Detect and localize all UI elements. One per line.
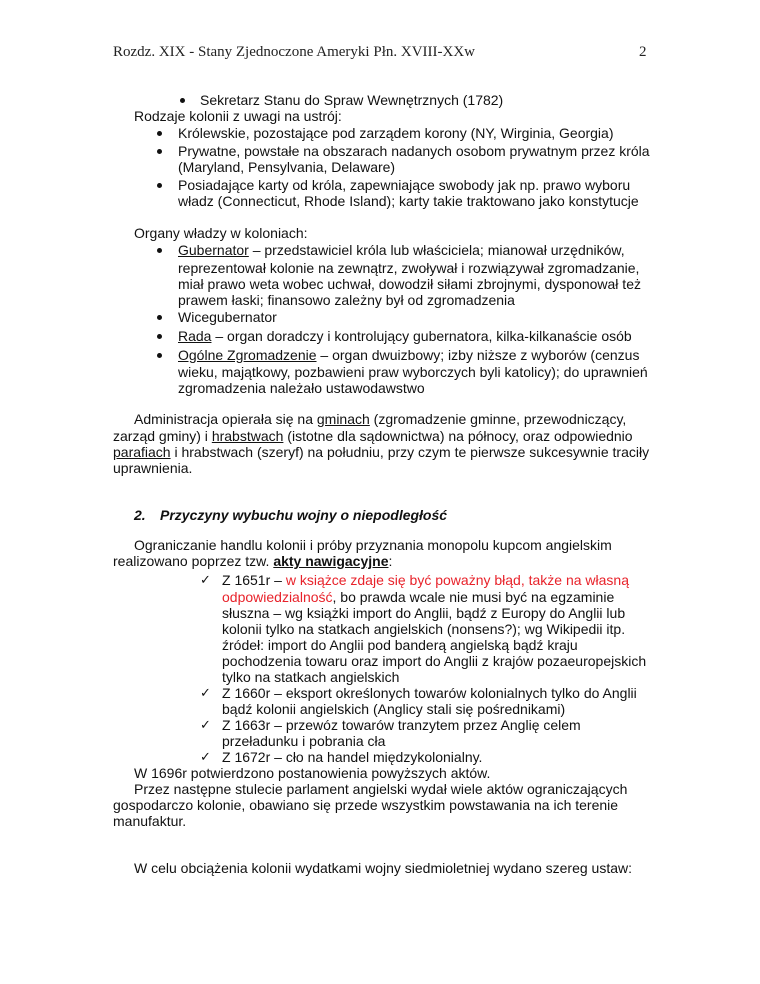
admin-line: uprawnienia. — [113, 460, 193, 476]
bullet-icon — [157, 183, 162, 188]
list-item-cont: zgromadzenia należało ustawodawstwo — [178, 380, 425, 396]
term: hrabstwach — [211, 428, 284, 444]
term: parafiach — [113, 444, 171, 460]
list-item-1651 — [222, 572, 629, 588]
list-item-cont: (Maryland, Pensylvania, Delaware) — [178, 159, 396, 175]
term: Rada — [178, 328, 212, 344]
list-item-cont: wieku, majątkowy, pozbawieni praw wyborczych byli katolicy); do uprawnień — [178, 364, 648, 380]
page-header-title: Rozdz. XIX - Stany Zjednoczone Ameryki Płn. XVIII-XXw — [113, 44, 475, 60]
list-item-zgromadzenie — [178, 347, 639, 363]
text: realizowano poprzez tzw. — [113, 553, 274, 569]
list-item-cont: prawem łaski; finansowo zależny był od zgromadzenia — [178, 292, 515, 308]
organs-intro: Organy władzy w koloniach: — [134, 225, 308, 241]
section-heading: Przyczyny wybuchu wojny o niepodległość — [160, 507, 448, 523]
list-item-cont: reprezentował kolonie na zewnątrz, zwoływał i rozwiązywał zgromadzanie, — [178, 260, 640, 276]
checkmark-icon: ✓ — [200, 717, 211, 732]
term: gminach — [316, 411, 370, 427]
text: Administracja opierała się na — [134, 411, 317, 427]
list-item: Sekretarz Stanu do Spraw Wewnętrznych (1782) — [200, 92, 504, 108]
bullet-icon — [157, 353, 162, 358]
paragraph-line: manufaktur. — [113, 813, 187, 829]
list-item: Wicegubernator — [178, 309, 277, 325]
text: : — [388, 553, 393, 569]
text: zarząd gminy) i — [113, 428, 212, 444]
text: Z 1651r – — [222, 572, 286, 588]
text: (zgromadzenie gminne, przewodniczący, — [369, 411, 627, 427]
list-item-1672: Z 1672r – cło na handel międzykolonialny. — [222, 749, 483, 765]
text: , bo prawda wcale nie musi być na egzaminie — [332, 589, 615, 605]
term: Gubernator — [178, 242, 249, 258]
checkmark-icon: ✓ — [200, 572, 211, 587]
list-item-cont: bądź kolonii angielskich (Anglicy stali się pośrednikami) — [222, 701, 566, 717]
admin-line — [113, 428, 633, 444]
paragraph-celu: W celu obciążenia kolonii wydatkami wojny siedmioletniej wydano szereg ustaw: — [134, 860, 633, 876]
checkmark-icon: ✓ — [200, 685, 211, 700]
text: – organ doradczy i kontrolujący gubernatora, kilka-kilkanaście osób — [211, 328, 632, 344]
text: i hrabstwach (szeryf) na południu, przy czym te pierwsze sukcesywnie traciły — [170, 444, 650, 460]
list-item-cont: miał prawo weta wobec uchwał, dowodził siłami zbrojnymi, dysponował też — [178, 276, 641, 292]
list-item-cont: pochodzenia towaru oraz import do Anglii z krajów pozaeuropejskich — [222, 653, 647, 669]
list-item-gubernator — [178, 242, 625, 258]
kinds-intro: Rodzaje kolonii z uwagi na ustrój: — [134, 108, 342, 124]
bullet-icon — [157, 315, 162, 320]
list-item: Posiadające karty od króla, zapewniające swobody jak np. prawo wyboru — [178, 177, 631, 193]
bullet-icon — [180, 98, 185, 103]
list-item-rada — [178, 328, 632, 344]
list-item-1660: Z 1660r – eksport określonych towarów kolonialnych tylko do Anglii — [222, 685, 637, 701]
trade-line — [113, 553, 392, 569]
list-item: Królewskie, pozostające pod zarządem korony (NY, Wirginia, Georgia) — [178, 125, 614, 141]
trade-line: Ograniczanie handlu kolonii i próby przyznania monopolu kupcom angielskim — [134, 537, 612, 553]
section-number: 2. — [134, 507, 146, 523]
bullet-icon — [157, 131, 162, 136]
list-item-cont: źródeł: import do Anglii pod banderą angielską bądź kraju — [222, 637, 578, 653]
list-item-cont: przeładunku i pobrania cła — [222, 733, 386, 749]
red-note: w książce zdaje się być poważny błąd, także na własną — [285, 572, 630, 588]
list-item-1663: Z 1663r – przewóz towarów tranzytem przez Anglię celem — [222, 717, 581, 733]
list-item-cont: tylko na statkach angielskich — [222, 669, 400, 685]
list-item-cont: kolonii tylko na statkach angielskich (nonsens?); wg Wikipedii itp. — [222, 621, 626, 637]
admin-line — [134, 411, 626, 427]
page-number: 2 — [639, 44, 647, 60]
term: Ogólne Zgromadzenie — [178, 347, 317, 363]
paragraph-1696: W 1696r potwierdzono postanowienia powyższych aktów. — [134, 765, 491, 781]
bullet-icon — [157, 334, 162, 339]
paragraph-line: Przez następne stulecie parlament angielski wydał wiele aktów ograniczających — [134, 781, 628, 797]
bullet-icon — [157, 149, 162, 154]
term: akty nawigacyjne — [273, 553, 389, 569]
list-item-cont: władz (Connecticut, Rhode Island); karty takie traktowano jako konstytucje — [178, 193, 639, 209]
text: – przedstawiciel króla lub właściciela; mianował urzędników, — [248, 242, 625, 258]
red-note: odpowiedzialność — [222, 589, 333, 605]
text: – organ dwuizbowy; izby niższe z wyborów (cenzus — [316, 347, 640, 363]
bullet-icon — [157, 248, 162, 253]
paragraph-line: gospodarczo kolonie, obawiano się przede wszystkim powstawania na ich terenie — [113, 797, 619, 813]
list-item: Prywatne, powstałe na obszarach nadanych osobom prywatnym przez króla — [178, 143, 650, 159]
list-item-cont — [222, 589, 614, 605]
admin-line — [113, 444, 649, 460]
checkmark-icon: ✓ — [200, 749, 211, 764]
list-item-cont: słuszna – wg książki import do Anglii, bądź z Europy do Anglii lub — [222, 605, 626, 621]
text: (istotne dla sądownictwa) na północy, oraz odpowiednio — [283, 428, 633, 444]
